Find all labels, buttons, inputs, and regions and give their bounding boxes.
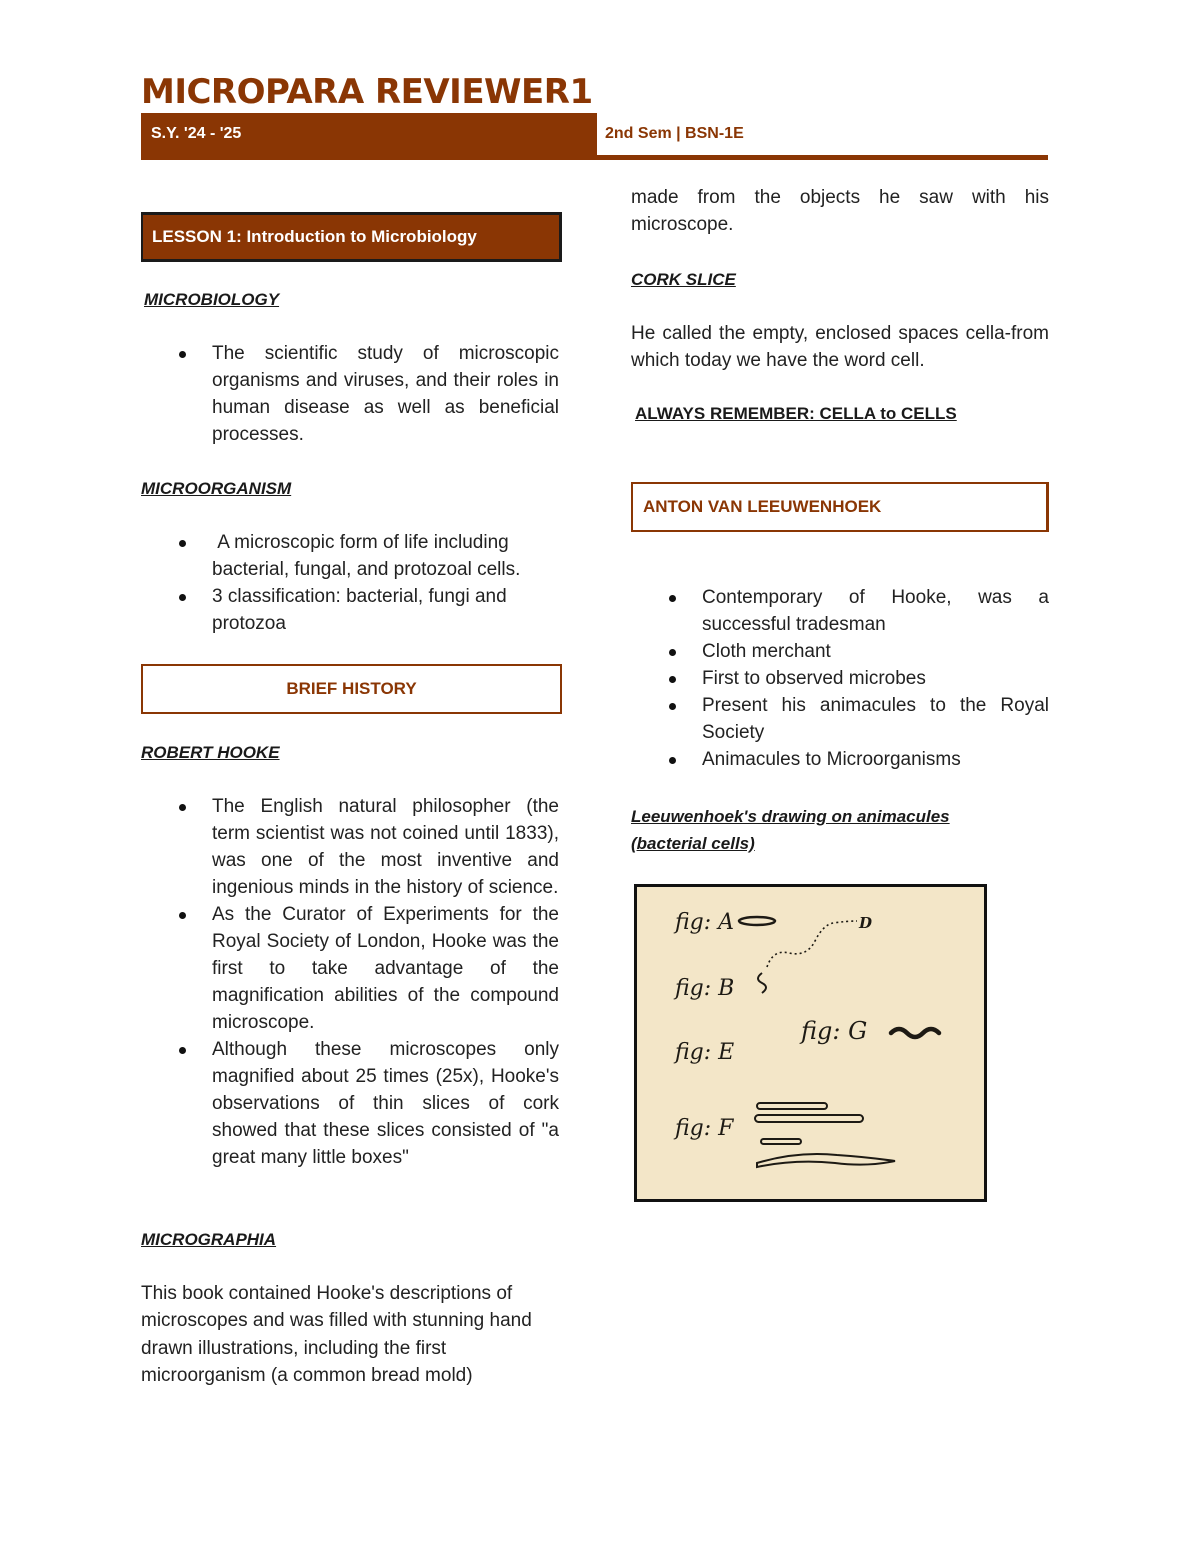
microbiology-list <box>141 340 559 448</box>
page-title: MICROPARA REVIEWER1 <box>141 72 593 112</box>
micrographia-text: This book contained Hooke's descriptions of microscopes and was filled with stunning hand drawn illustrations, including the first microorganism (a common bread mold) <box>141 1283 532 1386</box>
list-item: Present his animacules to the Royal Society <box>631 692 1049 746</box>
fig-label-e: fig: E <box>675 1040 735 1065</box>
list-item: A microscopic form of life including bacterial, fungal, and protozoal cells. <box>141 529 559 583</box>
cell-g-shape <box>891 1029 939 1037</box>
list-item: As the Curator of Experiments for the Royal Society of London, Hooke was the first to take advantage of the magnification abilities of the compound microscope. <box>141 901 559 1036</box>
microorganism-heading: MICROORGANISM <box>141 479 292 498</box>
list-item: Cloth merchant <box>631 638 1049 665</box>
leeuwenhoek-list <box>631 584 1049 773</box>
fig-label-g: fig: G <box>801 1017 868 1045</box>
fig-label-d: D <box>859 914 873 932</box>
continued-text: made from the objects he saw with his microscope. <box>631 187 1049 236</box>
micrographia-heading: MICROGRAPHIA <box>141 1230 277 1249</box>
lesson-title: LESSON 1: Introduction to Microbiology <box>152 227 477 246</box>
brief-history-box <box>141 664 562 714</box>
school-year-label: S.Y. '24 - '25 <box>141 113 597 157</box>
always-remember-note: ALWAYS REMEMBER: CELLA to CELLS <box>635 404 957 423</box>
motion-path-d <box>767 921 857 967</box>
cell-a-shape <box>739 917 775 925</box>
list-item: Animacules to Microorganisms <box>631 746 1049 773</box>
list-item: The English natural philosopher (the term scientist was not coined until 1833), was one of the most inventive and ingenious minds in the history of science. <box>141 793 559 901</box>
fig-label-b: fig: B <box>675 976 735 1001</box>
leeuwenhoek-title: ANTON VAN LEEUWENHOEK <box>643 497 882 516</box>
drawing-caption: Leeuwenhoek's drawing on animacules (bacterial cells) <box>631 807 950 853</box>
animacules-illustration <box>637 887 984 1199</box>
list-item: Although these microscopes only magnified about 25 times (25x), Hooke's observations of thin slices of cork showed that these slices consisted of "a great many little boxes" <box>141 1036 559 1171</box>
hooke-list <box>141 793 559 1171</box>
cork-slice-text: He called the empty, enclosed spaces cella-from which today we have the word cell. <box>631 323 1049 372</box>
lesson-title-box <box>141 212 562 262</box>
list-item: 3 classification: bacterial, fungi and protozoa <box>141 583 559 637</box>
brief-history-title: BRIEF HISTORY <box>286 679 417 698</box>
list-item: First to observed microbes <box>631 665 1049 692</box>
leeuwenhoek-box <box>631 482 1049 532</box>
microbiology-heading: MICROBIOLOGY <box>144 290 280 309</box>
fig-label-a: fig: A <box>675 910 735 935</box>
list-item: Contemporary of Hooke, was a successful tradesman <box>631 584 1049 638</box>
robert-hooke-heading: ROBERT HOOKE <box>141 743 280 762</box>
list-item: The scientific study of microscopic organisms and viruses, and their roles in human disease as well as beneficial processes. <box>141 340 559 448</box>
cell-f-rod-4 <box>757 1154 895 1167</box>
leeuwenhoek-drawing <box>634 884 987 1202</box>
semester-section-label: 2nd Sem | BSN-1E <box>605 125 744 142</box>
cell-f-rod-3 <box>761 1139 801 1144</box>
cell-f-rod-2 <box>755 1115 863 1122</box>
header-bar <box>141 113 1048 160</box>
cell-f-rod-1 <box>757 1103 827 1109</box>
cork-slice-heading: CORK SLICE <box>631 270 736 289</box>
microorganism-list <box>141 529 559 637</box>
header-divider <box>141 155 1048 160</box>
fig-label-f: fig: F <box>675 1116 734 1141</box>
cell-b-shape <box>758 973 766 993</box>
